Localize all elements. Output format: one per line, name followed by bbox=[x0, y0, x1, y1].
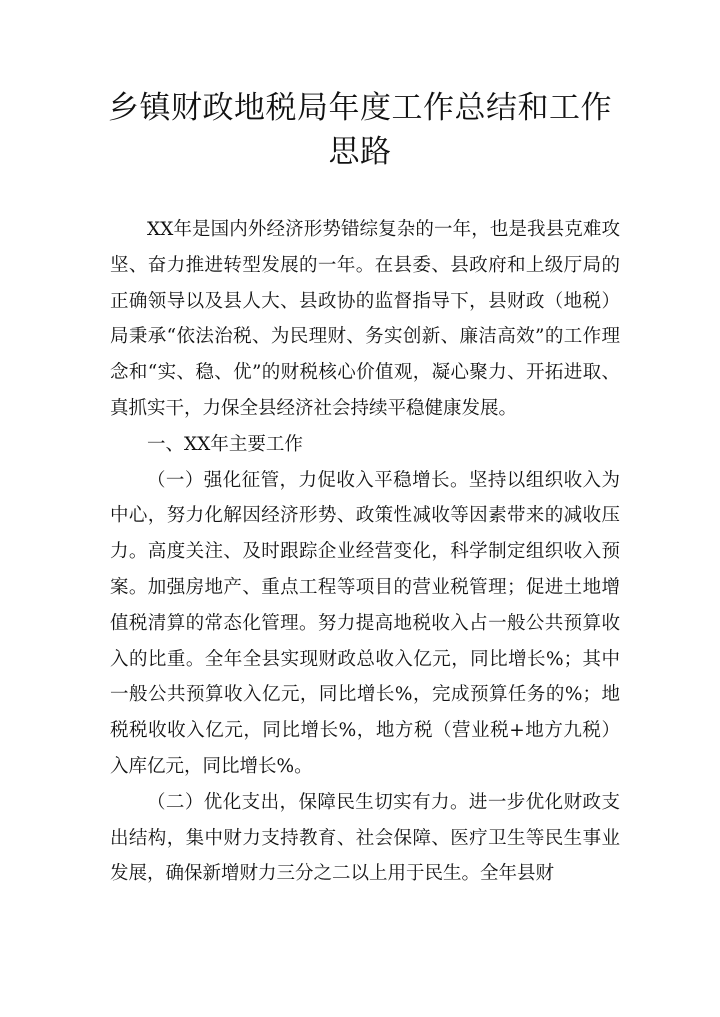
intro-paragraph: XX年是国内外经济形势错综复杂的一年，也是我县克难攻坚、奋力推进转型发展的一年。在县委、县政府和上级厅局的正确领导以及县人大、县政协的监督指导下，县财政（地税）局秉承“依法治税、为民理财、务实创新、廉洁高效”的工作理念和“实、稳、优”的财税核心价值观，凝心聚力、开拓进取、真抓实干，力保全县经济社会持续平稳健康发展。 bbox=[110, 219, 620, 419]
document-body bbox=[110, 212, 620, 892]
document-title: 乡镇财政地税局年度工作总结和工作思路 bbox=[108, 90, 612, 170]
section-paragraph: （一）强化征管，力促收入平稳增长。坚持以组织收入为中心，努力化解因经济形势、政策性减收等因素带来的减收压力。高度关注、及时跟踪企业经营变化，科学制定组织收入预案。加强房地产、重点工程等项目的营业税管理；促进土地增值税清算的常态化管理。努力提高地税收入占一般公共预算收入的比重。全年全县实现财政总收入亿元，同比增长%；其中一般公共预算收入亿元，同比增长%，完成预算任务的%；地税税收收入亿元，同比增长%，地方税（营业税+地方九税）入库亿元，同比增长%。 bbox=[110, 469, 620, 777]
section-paragraph: （二）优化支出，保障民生切实有力。进一步优化财政支出结构，集中财力支持教育、社会保障、医疗卫生等民生事业发展，确保新增财力三分之二以上用于民生。全年县财 bbox=[110, 791, 620, 885]
section-heading: 一、XX年主要工作 bbox=[147, 433, 303, 455]
